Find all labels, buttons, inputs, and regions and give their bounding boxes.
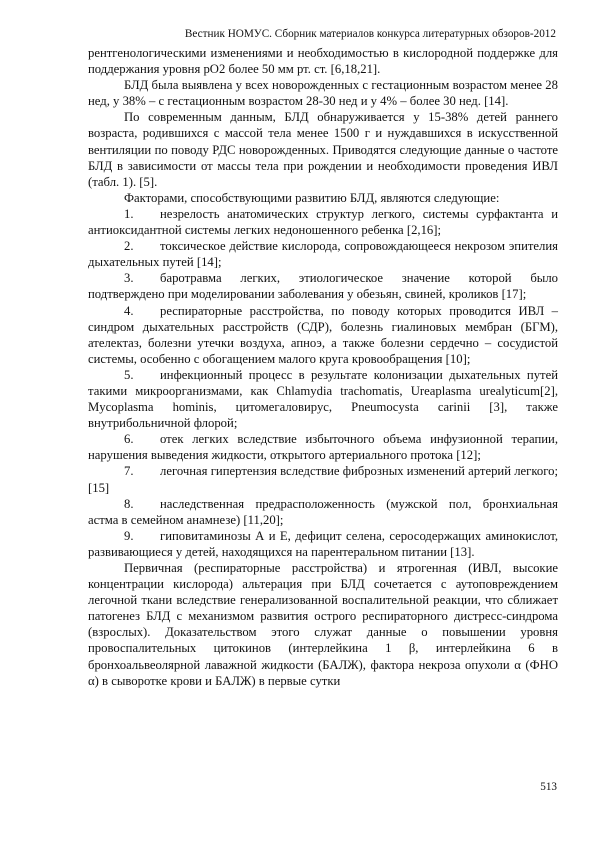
factor-text: наследственная предрасположенность (мужской пол, бронхиальная астма в семейном анамнезе) [11,20];: [88, 496, 558, 527]
page-number: 513: [540, 781, 557, 793]
factor-text: баротравма легких, этиологическое значение которой было подтверждено при моделировании заболевания у обезьян, свиней, кроликов [17];: [88, 271, 558, 302]
factor-number: 4.: [124, 303, 134, 318]
factor-number: 8.: [124, 496, 134, 511]
factor-item-6: [88, 431, 558, 463]
paragraph-modern-data: По современным данным, БЛД обнаруживается у 15-38% детей раннего возраста, родившихся с массой тела менее 1500 г и нуждавшихся в искусственной вентиляции по поводу РДС новорожденных. Приводятся следующие данные о частоте БЛД в зависимости от массы тела при рождении и необходимости проведения ИВЛ (табл. 1). [5].: [88, 110, 558, 189]
factor-text: незрелость анатомических структур легкого, системы сурфактанта и антиоксидантной системы легких недоношенного ребенка [2,16];: [88, 206, 558, 238]
factor-text: отек легких вследствие избыточного объема инфузионной терапии, нарушения выведения жидкости, открытого артериального протока [12];: [88, 432, 558, 463]
factor-text: гиповитаминозы А и Е, дефицит селена, серосодержащих аминокислот, развивающиеся у детей, находящихся на парентеральном питании [13].: [88, 528, 558, 559]
article-body: [88, 45, 558, 689]
factor-number: 1.: [124, 206, 134, 221]
factor-number: 7.: [124, 464, 134, 479]
factor-item-5: [88, 367, 558, 431]
factor-item-1: [88, 206, 558, 238]
factor-text: респираторные расстройства, по поводу которых проводится ИВЛ – синдром дыхательных расстройств (СДР), болезнь гиалиновых мембран (БГМ), ателектаз, болезни утечки воздуха, апноэ, а также болезни сердечно – сосудистой системы, особенно с обогащением малого круга кровообращения [10];: [88, 303, 558, 366]
factor-text: легочная гипертензия вследствие фиброзных изменений артерий легкого; [15]: [88, 464, 558, 495]
paragraph-gestational-age: БЛД была выявлена у всех новорожденных с гестационным возрастом менее 28 нед, у 38% – с гестационным возрастом 28-30 нед и у 4% – более 30 нед. [14].: [88, 78, 558, 109]
paragraph-continued: рентгенологическими изменениями и необходимостью в кислородной поддержке для поддержания уровня рО2 более 50 мм рт. ст. [6,18,21].: [88, 46, 558, 77]
factor-number: 3.: [124, 271, 134, 286]
paragraph-pathogenesis: Первичная (респираторные расстройства) и ятрогенная (ИВЛ, высокие концентрации кислорода) альтерация при БЛД сочетается с аутоповреждением легочной ткани вследствие генерализованной воспалительной реакции, что сближает патогенез БЛД с механизмом развития острого респираторного дистресс-синдрома (взрослых). Доказательством этого служат данные о повышении уровня провоспалительных цитокинов (интерлейкина 1 β, интерлейкина 6 в бронхоальвеолярной лаважной жидкости (БАЛЖ), фактора некроза опухоли α (ФНО α) в сыворотке крови и БАЛЖ) в первые сутки: [88, 561, 558, 688]
factor-text: инфекционный процесс в результате колонизации дыхательных путей такими микроорганизмами, как Chlamydia trachomatis, Ureaplasma urealyticum[2], Mycoplasma hominis, цитомегаловирус, Pneumocysta carinii [3], также внутрибольничной флорой;: [88, 367, 558, 431]
factor-text: токсическое действие кислорода, сопровождающееся некрозом эпителия дыхательных путей [14];: [88, 239, 558, 270]
factor-item-8: [88, 496, 558, 528]
paragraph-factors-intro: Факторами, способствующими развитию БЛД, являются следующие:: [124, 190, 500, 205]
factor-item-9: [88, 528, 558, 560]
factor-number: 5.: [124, 367, 134, 382]
factor-number: 6.: [124, 432, 134, 447]
factor-number: 2.: [124, 239, 134, 254]
factor-number: 9.: [124, 528, 134, 543]
factor-item-4: [88, 303, 558, 367]
factor-item-3: [88, 270, 558, 302]
factor-item-2: [88, 238, 558, 270]
factor-item-7: [88, 463, 558, 495]
running-header: Вестник НОМУС. Сборник материалов конкурса литературных обзоров-2012: [184, 28, 556, 40]
